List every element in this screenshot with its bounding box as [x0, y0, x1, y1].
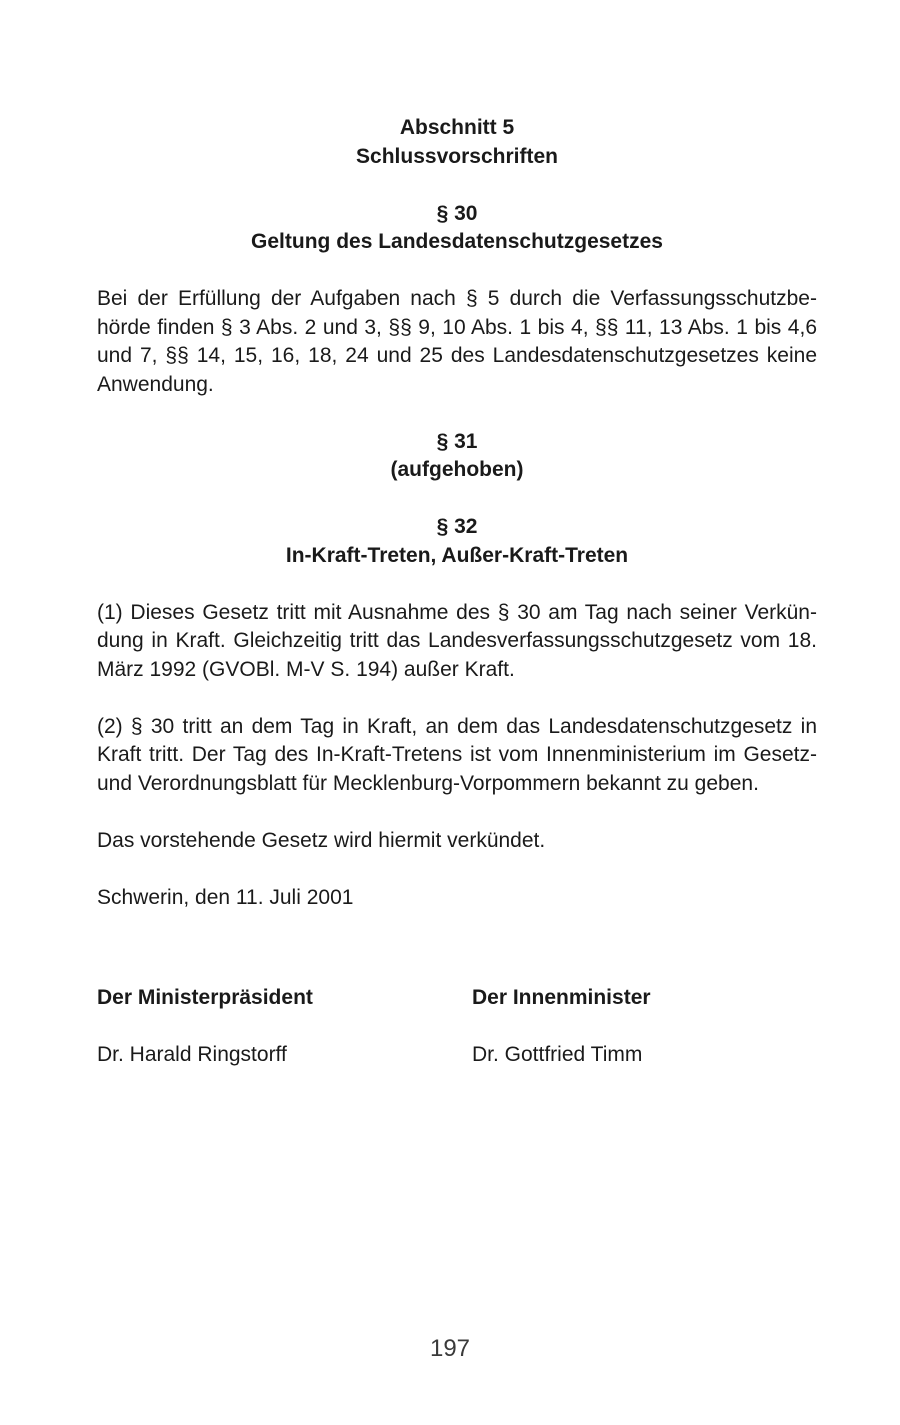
spacer	[97, 912, 817, 984]
place-date: Schwerin, den 11. Juli 2001	[97, 885, 354, 909]
signatory-left-title: Der Ministerpräsident	[97, 986, 313, 1009]
spacer	[97, 684, 817, 713]
paragraph-32-title: In-Kraft-Treten, Außer-Kraft-Treten	[285, 543, 629, 567]
signatory-left-name: Dr. Harald Ringstorff	[97, 1043, 287, 1066]
signature-titles	[97, 984, 817, 1013]
paragraph-30-text: Bei der Erfüllung der Aufgaben nach § 5 durch die Verfassungsschutzbehörde finden § 3 Abs. 2 und 3, §§ 9, 10 Abs. 1 bis 4, §§ 11, 13 Abs. 1 bis 4,6 und 7, §§ 14, 15, 16, 18, 24 und 25 des Landesdatenschutzgesetzes keine Anwendung.	[97, 287, 817, 396]
paragraph-31-number: § 31	[436, 429, 478, 453]
paragraph-31-title: (aufgehoben)	[390, 458, 524, 481]
signatory-right-title: Der Innenminister	[472, 986, 651, 1009]
signatory-right-name: Dr. Gottfried Timm	[472, 1043, 643, 1066]
spacer	[97, 399, 817, 428]
paragraph-32-subsection-2: (2) § 30 tritt an dem Tag in Kraft, an dem das Landesdatenschutzgesetz in Kraft tritt. Der Tag des In-Kraft-Tretens ist vom Innenministerium im Gesetz- und Verordnungsblatt für Mecklenburg-Vorpommern bekannt zu geben.	[97, 714, 817, 795]
spacer	[97, 257, 817, 286]
section-title: Schlussvorschriften	[356, 144, 558, 168]
paragraph-30-title: Geltung des Landesdatenschutzgesetzes	[251, 230, 663, 253]
spacer	[97, 570, 817, 599]
signature-names	[97, 1041, 817, 1070]
spacer	[97, 798, 817, 827]
page-number: 197	[429, 1335, 471, 1362]
spacer	[97, 485, 817, 514]
paragraph-32-subsection-1: (1) Dieses Gesetz tritt mit Ausnahme des § 30 am Tag nach seiner Verkündung in Kraft. Gleichzeitig tritt das Landesverfassungsschutzgesetz vom 18. März 1992 (GVOBl. M-V S. 194) außer Kraft.	[97, 600, 817, 681]
spacer	[97, 855, 817, 884]
document-page	[97, 114, 817, 1070]
paragraph-30-number: § 30	[436, 201, 478, 225]
section-number: Abschnitt 5	[399, 116, 515, 139]
paragraph-32-number: § 32	[436, 515, 478, 538]
spacer	[97, 1013, 817, 1042]
spacer	[97, 171, 817, 200]
announcement-text: Das vorstehende Gesetz wird hiermit verkündet.	[97, 828, 546, 852]
